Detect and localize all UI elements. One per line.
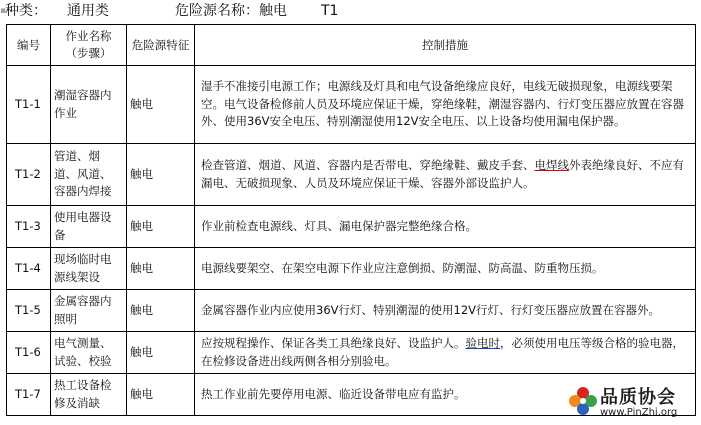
control-text: 检查管道、烟道、风道、容器内是否带电、穿绝缘鞋、戴皮手套、: [201, 158, 535, 172]
row-step: 热工设备检修及消缺: [51, 374, 127, 416]
row-id: T1-3: [7, 206, 51, 248]
row-feature: 触电: [127, 206, 195, 248]
row-control: [195, 144, 696, 206]
row-control: [195, 206, 696, 248]
row-feature: 触电: [127, 374, 195, 416]
row-id: T1-4: [7, 248, 51, 290]
control-text: 湿手不准接引电源工作；电源线及灯具和电气设备绝缘应良好，电线无破损现象，电源线要架空。电气设备检修前人员及环境应保证干燥，穿绝缘鞋，潮湿容器内、行灯变压器应放置在容器外、使用36V安全电压、特别潮湿使用12V安全电压、以上设备均使用漏电保护器。: [201, 79, 684, 129]
row-feature: 触电: [127, 144, 195, 206]
row-control: [195, 332, 696, 374]
row-feature: 触电: [127, 290, 195, 332]
table-row: [7, 290, 696, 332]
control-text-continued: ，必须使用电压等级合格的验电器，在检修设备进出线两侧各相分别验电。: [201, 336, 684, 368]
control-text: 应按规程操作、保证各类工具绝缘良好、设监护人。: [201, 336, 466, 350]
row-id: T1-1: [7, 66, 51, 144]
row-step: 现场临时电源线架设: [51, 248, 127, 290]
column-header-id: 编号: [7, 25, 51, 66]
control-text: 热工作业前先要停用电源、临近设备带电应有监护。: [201, 386, 466, 401]
row-step: 使用电器设备: [51, 206, 127, 248]
row-control: [195, 248, 696, 290]
flower-logo-icon: [568, 384, 598, 424]
row-step: 金属容器内照明: [51, 290, 127, 332]
table-row: [7, 332, 696, 374]
row-feature: 触电: [127, 332, 195, 374]
control-text: 作业前检查电源线、灯具、漏电保护器完整绝缘合格。: [201, 218, 477, 233]
control-text: 金属容器作业内应使用36V行灯、特别潮湿的使用12V行灯、行灯变压器应放置在容器外。: [201, 302, 660, 317]
row-control: [195, 290, 696, 332]
row-control: [195, 66, 696, 144]
row-id: T1-2: [7, 144, 51, 206]
row-feature: 触电: [127, 66, 195, 144]
table-header-row: [7, 25, 696, 66]
table-row: [7, 144, 696, 206]
watermark-url: www.PinZhi.org: [600, 407, 678, 418]
table-row: [7, 248, 696, 290]
control-text-continued: 外表绝缘良好、不应有漏电、无破损现象、人员及环境应保证干燥、容器外部设监护人。: [201, 158, 684, 190]
column-header-control: 控制措施: [195, 25, 696, 66]
watermark-name: 品质协会: [600, 387, 676, 408]
control-underlined-term: 验电时: [465, 336, 500, 350]
table-row: [7, 66, 696, 144]
row-step: 管道、烟道、风道、容器内焊接: [51, 144, 127, 206]
table-row: [7, 206, 696, 248]
row-id: T1-7: [7, 374, 51, 416]
hazard-value: 触电: [259, 3, 287, 19]
row-feature: 触电: [127, 248, 195, 290]
bullet-icon: ▪: [0, 6, 7, 16]
control-text: 电源线要架空、在架空电源下作业应注意倒损、防潮湿、防高温、防重物压损。: [201, 260, 604, 275]
hazard-label: 危险源名称：: [175, 3, 259, 19]
document-header: [0, 0, 701, 22]
hazard-code: T1: [321, 3, 339, 19]
control-underlined-term: 电焊线: [534, 158, 569, 172]
category-value: 通用类: [67, 3, 109, 19]
hazard-control-table: [6, 24, 696, 416]
column-header-feature: 危险源特征: [127, 25, 195, 66]
watermark-logo: [568, 383, 701, 425]
row-step: 潮湿容器内作业: [51, 66, 127, 144]
row-step: 电气测量、试验、校验: [51, 332, 127, 374]
category-label: 种类：: [5, 3, 47, 19]
column-header-step: 作业名称（步骤）: [51, 25, 127, 66]
row-id: T1-5: [7, 290, 51, 332]
row-id: T1-6: [7, 332, 51, 374]
